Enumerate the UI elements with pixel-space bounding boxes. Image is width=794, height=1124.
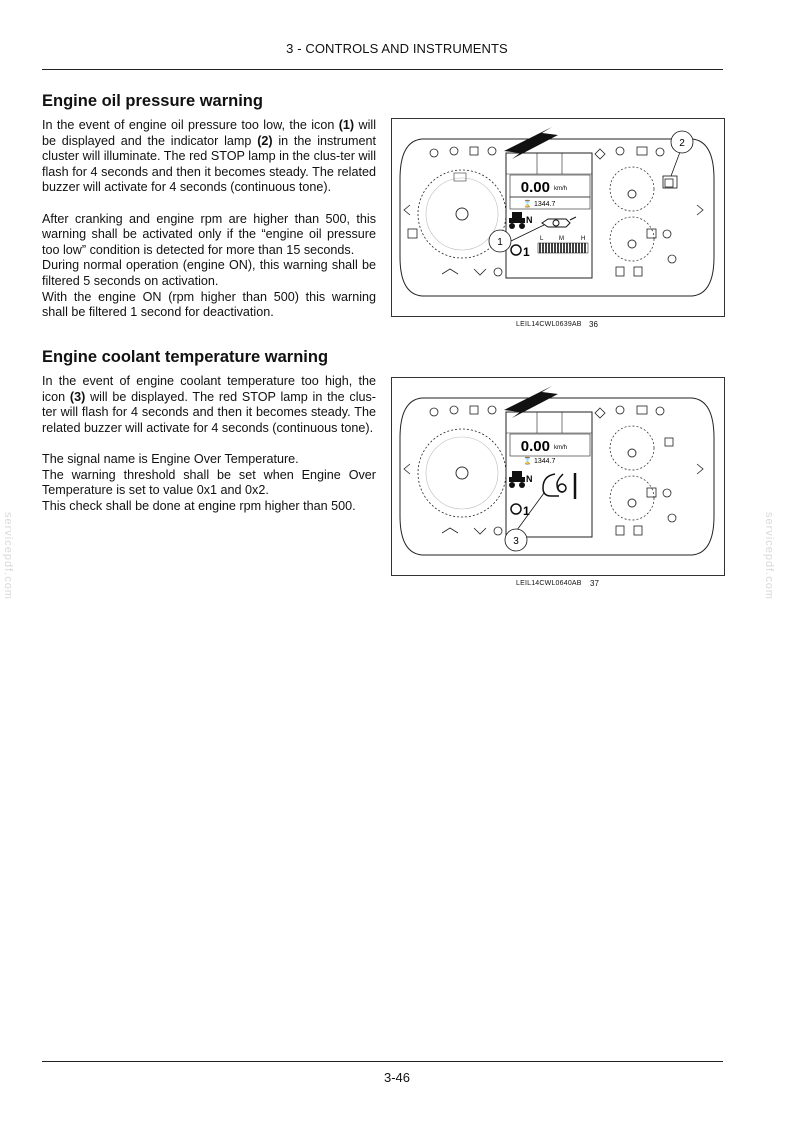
instrument-cluster-illustration-2 <box>392 378 724 575</box>
speed-readout: 0.00 <box>520 438 550 455</box>
tractor-icon <box>509 471 525 488</box>
speed-readout: 0.00 <box>520 179 550 196</box>
callout-3: 3 <box>513 536 519 547</box>
text-run: In the event of engine coolant temperature too high, the icon <box>42 374 376 404</box>
section-heading-oil-pressure: Engine oil pressure warning <box>42 92 263 110</box>
svg-text:1: 1 <box>523 245 530 259</box>
figure-caption-number: 37 <box>590 579 599 588</box>
hour-meter-readout: 1344.7 <box>534 201 556 208</box>
section2-paragraph-1 <box>42 374 376 436</box>
indicator-arrow <box>504 127 558 159</box>
watermark-left: servicepdf.com <box>2 512 14 600</box>
oil-pressure-icon <box>542 217 576 227</box>
footer-divider <box>42 1061 723 1062</box>
gear-indicator: N <box>526 474 533 484</box>
range-label-high: H <box>581 236 586 242</box>
text-run: will be displayed. The red STOP lamp in the clus-ter will flash for 4 seconds and then it becomes steady. The related buzzer will activate for 4 seconds (continuous tone). <box>42 389 376 435</box>
callout-reference: (3) <box>69 389 86 404</box>
sun-gear-icon <box>511 245 530 259</box>
hour-meter-readout: 1344.7 <box>534 458 556 465</box>
section-heading-coolant-temperature: Engine coolant temperature warning <box>42 348 329 366</box>
gear-indicator: N <box>526 215 533 225</box>
section2-paragraph-4: This check shall be done at engine rpm higher than 500. <box>42 498 356 513</box>
page-header-title: 3 - CONTROLS AND INSTRUMENTS <box>286 41 508 56</box>
svg-text:1: 1 <box>523 504 530 518</box>
section2-paragraph-2: The signal name is Engine Over Temperature. <box>42 451 299 466</box>
callout-2: 2 <box>679 138 685 149</box>
range-label-mid: M <box>559 236 564 242</box>
section1-paragraph-4: With the engine ON (rpm higher than 500) this warning shall be filtered 1 second for deactivation. <box>42 289 376 320</box>
text-run: will be displayed and the indicator lamp <box>42 118 376 148</box>
figure-oil-pressure-cluster <box>391 118 725 317</box>
section1-paragraph-3: During normal operation (engine ON), this warning shall be filtered 5 seconds on activation. <box>42 258 376 288</box>
hour-meter-icon: ⌛ <box>523 201 532 208</box>
section1-paragraph-1 <box>42 118 376 196</box>
callout-reference: (2) <box>257 133 273 148</box>
range-label-low: L <box>540 236 544 242</box>
header-divider <box>42 69 723 70</box>
speed-unit: km/h <box>554 445 568 451</box>
section1-paragraph-2: After cranking and engine rpm are higher than 500, this warning shall be activated only if the “engine oil pressure too low” condition is detected for more than 15 seconds. <box>42 211 376 257</box>
section1-text <box>42 118 376 321</box>
figure-caption-code: LEIL14CWL0640AB <box>516 580 582 587</box>
section2-paragraph-3: The warning threshold shall be set when Engine Over Temperature is set to value 0x1 and 0x2. <box>42 467 376 498</box>
text-run: In the event of engine oil pressure too low, the icon <box>42 118 339 132</box>
watermark-right: servicepdf.com <box>763 512 775 600</box>
instrument-cluster-illustration-1 <box>392 119 724 316</box>
coolant-temperature-icon <box>543 473 575 499</box>
indicator-arrow <box>504 386 558 418</box>
callout-reference: (1) <box>338 118 355 132</box>
page-number: 3-46 <box>383 1070 411 1085</box>
hour-meter-icon: ⌛ <box>523 458 532 465</box>
figure-caption-code: LEIL14CWL0639AB <box>516 321 582 328</box>
section2-text <box>42 374 376 514</box>
tractor-icon <box>509 212 525 229</box>
level-bar-graph <box>538 243 588 253</box>
text-run: in the instrument cluster will illuminate. The red STOP lamp in the clus-ter will flash for 4 seconds and then it becomes steady. The related buzzer will activate for 4 seconds (continuous tone). <box>42 133 376 195</box>
figure-caption-number: 36 <box>589 320 598 329</box>
callout-1: 1 <box>497 237 503 248</box>
speed-unit: km/h <box>554 186 568 192</box>
figure-coolant-temperature-cluster <box>391 377 725 576</box>
